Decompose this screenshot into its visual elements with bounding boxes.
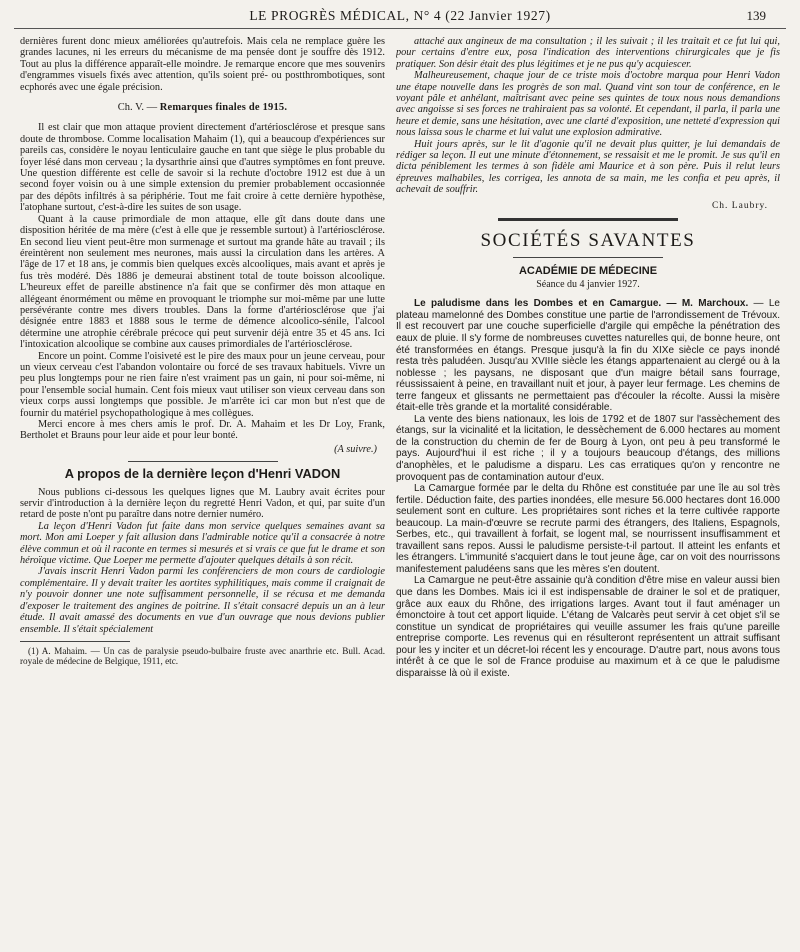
- body-paragraph: La Camargue ne peut-être assainie qu'à condition d'être mise en valeur aussi bien que dans les Dombes. Mais ici il est indispensable de drainer le sol et de pratiquer, grâce aux eaux du Rhône, des irrigations larges. Avant tout il faut aménager un émonctoire à tout cet apport liquide. L'étang de Valcarès peut servir à cet objet s'il se constitue un syndicat de propriétaires qui veuille assumer les frais qu'une pareille entreprise comporte. Les revenus qui en résulteront représentent un attrait suffisant pour les y inciter et un décret-loi récent les y encourage. D'autre part, nous avons tous intérêt à ce que le sol de France produise au maximum et à ce que le paludisme disparaisse là où il existe.: [396, 575, 780, 679]
- intro-paragraph: dernières furent donc mieux améliorées qu'autrefois. Mais cela ne remplace guère les grandes lacunes, ni les erreurs du mécanisme de ma pensée dont je souffre dès 1912. Tout au plus la différence apparaît-elle moindre. Je remarque encore que mes souvenirs d'engrammes visuels fixés avec attention, qu'ils soient pré- ou postthrombotiques, sont ecphorés avec une égale précision.: [20, 36, 385, 93]
- right-column: [396, 36, 780, 944]
- section-title: SOCIÉTÉS SAVANTES: [480, 230, 696, 252]
- body-paragraph: La vente des biens nationaux, les lois de 1792 et de 1807 sur l'assèchement des étangs, sur la vicinalité et la licitation, le dessèchement de 6.000 hectares au moment de la construction du chemin de fer de Bourg à Lyon, ont peu à peu transformé le pays. Aujourd'hui il est riche ; il y a toujours beaucoup d'étangs, des millions d'anophèles, et le paludisme a disparu. Les cas erratiques qu'on y rencontre ne provoquent pas de contamination autour d'eux.: [396, 413, 780, 483]
- body-paragraph: Merci encore à mes chers amis le prof. Dr. A. Mahaim et les Dr Loy, Frank, Bertholet et Brauns pour leur aide et pour leur bonté.: [20, 419, 385, 442]
- italic-paragraph: La leçon d'Henri Vadon fut faite dans mon service quelques semaines avant sa mort. Mon ami Loeper y fait allusion dans l'admirable notice qu'il a consacrée à notre élève commun et où il raconte en termes si mesurés et si vrais ce que fut le drame et son héroïque victime. Que Loeper me permette d'ajouter quelques détails à son récit.: [20, 520, 385, 567]
- section-divider: [513, 257, 663, 258]
- journal-title: LE PROGRÈS MÉDICAL, N° 4 (22 Janvier 1927): [249, 8, 551, 23]
- chapter-prefix: Ch. V. —: [117, 102, 160, 114]
- body-paragraph: Il est clair que mon attaque provient directement d'artériosclérose et presque sans doute de thrombose. Comme localisation Mahaim (1), qui a beaucoup d'expériences sur pareils cas, considère le noyau lenticulaire gauche en tant que siège le plus probable du foyer lésé dans mon cerveau ; la dysarthrie ainsi que d'autres symptômes en font preuve. Une question différente est celle de savoir si la rechute d'octobre 1912 est due à un second foyer voisin ou à une simple extension du premier probablement occasionnée par des dépôts infiltrés à sa périphérie. Tout me fait croire à cette dernière hypothèse, l'atophane surtout, c'est-à-dire les suites de son usage.: [20, 122, 385, 214]
- footnote-rule: [20, 641, 130, 642]
- footnote: (1) A. Mahaim. — Un cas de paralysie pseudo-bulbaire fruste avec anarthrie etc. Bull. Acad. royale de médecine de Belgique, 1911, etc.: [20, 645, 385, 667]
- to-be-continued: (A suivre.): [334, 443, 377, 455]
- italic-paragraph: Huit jours après, sur le lit d'agonie qu'il ne devait plus quitter, je lui demandais de rédiger sa leçon. Il eut une minute d'étonnement, se ressaisit et me le promit. Je sus qu'il en dicta péniblement les termes à son fidèle ami Maurice et à son père. Puis il relut leurs épreuves malhabiles, les corrigea, les annota de sa main, me les confia et peu après, il achevait de souffrir.: [396, 138, 780, 196]
- body-paragraph: La Camargue formée par le delta du Rhône est constituée par une île au sol très fertile. Déduction faite, des parties inondées, elle mesure 56.000 hectares dont 16.000 seulement sont en culture. Les propriétaires sont riches et la terre cultivée rapporte beaucoup. La main-d'œuvre se recrute parmi des étrangers, des Italiens, Espagnols, Serbes, etc., qui travaillent à forfait, se logent mal, se nourrissent insuffisamment et travaillent sans repos. Aussi le paludisme persiste-t-il partout. Il atteint les enfants et les étrangers. L'immunité s'acquiert dans le tout jeune âge, car on voit des nourrissons manifestement paludéens sans que les mères s'en doutent.: [396, 483, 780, 575]
- article-title: A propos de la dernière leçon d'Henri VADON: [64, 466, 341, 482]
- author-signature: Ch. Laubry.: [711, 200, 768, 211]
- italic-paragraph: Malheureusement, chaque jour de ce triste mois d'octobre marqua pour Henri Vadon une étape nouvelle dans les progrès de son mal. Quand vint son tour de conférence, en le voyant pâle et anhélant, maîtrisant avec peine ses quintes de toux nous nous demandions avec angoisse si ses forces ne trahiraient pas sa volonté. Et cependant, il parla, il parla une heure et demie, sans une hésitation, avec une clarté d'exposition, une netteté d'expression qui nous laissa sous le charme et lui valut une explosion admirative.: [396, 70, 780, 139]
- body-paragraph: Quant à la cause primordiale de mon attaque, elle gît dans doute dans une disposition héritée de ma mère (c'est à elle que je ressemble surtout) à l'artériosclérose. En second lieu vient peut-être mon surmenage et surtout ma grande hâte au travail ; ils éreintèrent non seulement mes neurones, mais aussi la circulation dans les artères. A l'âge de 17 et 18 ans, je commis bien quelques excès alcooliques, mais avant et après je fus très modéré. Dès 1886 je demeurai abstinent total de toute boisson alcoolique. L'heureux effet de pareille abstinence n'a fait que se confirmer dès mon attaque en allégeant énormément ou même en provoquant le triomphe sur moi-même par une lutte persévérante contre mes divers troubles. Dans la forme d'artériosclérose que j'ai désignée entre 1883 et 1888 sous le terme de démence alcoolico-sénile, l'alcool détermine une atrophie cérébrale précoce qui peut survenir déjà entre 35 et 45 ans. Ici l'intoxication alcoolique se combine aux causes primordiales de l'artériosclérose.: [20, 213, 385, 351]
- article-intro: Nous publions ci-dessous les quelques lignes que M. Laubry avait écrites pour servir d'introduction à la dernière leçon du regretté Henri Vadon, et qui, par suite d'un retard de poste n'ont pu paraître dans notre dernier numéro.: [20, 486, 385, 521]
- italic-paragraph: attaché aux angineux de ma consultation ; il les suivait ; il les traitait et ce fut lui qui, pour certains d'entre eux, posa l'indication des interventions chirurgicales que je fis pratiquer. Son désir était des plus légitimes et je ne pus qu'y acquiescer.: [396, 36, 780, 70]
- page-number: 139: [746, 8, 766, 23]
- body-paragraph: Encore un point. Comme l'oisiveté est le pire des maux pour un jeune cerveau, pour un vieux cerveau c'est l'abandon volontaire ou forcé de ses travaux habituels. Vivre un peu plus longtemps pour ne rien faire n'est vraiment pas un gain, ni pour soi-même, ni pour l'ensemble social humain. Cent fois mieux vaut utiliser son vieux cerveau dans son vieux corps aussi longtemps que possible. Je m'arrête ici car mon but n'est que de fournir du matériel psychopathologique à mes collègues.: [20, 350, 385, 419]
- chapter-title: Remarques finales de 1915.: [159, 102, 288, 114]
- header-rule: [14, 28, 786, 29]
- paludisme-paragraph: [396, 298, 780, 413]
- paludisme-title: Le paludisme dans les Dombes et en Camargue. — M. Marchoux.: [414, 298, 749, 310]
- italic-paragraph: J'avais inscrit Henri Vadon parmi les conférenciers de mon cours de cardiologie complémentaire. Il y devait traiter les aortites syphilitiques, mais comme il craignait de n'y pouvoir donner une note suffisamment personnelle, il se récusa et me demanda d'exposer le traitement des angines de poitrine. Il s'était consacré depuis un an à leur étude. Il avait amassé des documents en vue d'un ouvrage que nous devions publier ensemble. Il s'était spécialement: [20, 566, 385, 635]
- left-column: [20, 36, 385, 944]
- paludisme-text: — Le plateau mamelonné des Dombes constitue une partie de l'arrondissement de Trévoux. Il est recouvert par une couche superficielle d'argile qui empêche la pénétration des eaux de pluie. Il s'y forme de nombreuses cuvettes naturelles qui, de bonne heure, ont été transformées en étangs. Presque jusqu'à la fin du XIXe siècle ce pays inondé resta très paludéen. Jusqu'au XVIIIe siècle les étangs appartenaient au clergé ou à la noblesse ; les paysans, ne disposant que d'un maigre bétail sans fourrage, réussissaient à peine, en travaillant nuit et jour, à payer leur fermage. Les chemins de terre fangeux et glissants ne permettaient pas d'écouler la récolte. Aussi la misère était-elle très grande et la mortalité considérable.: [396, 298, 780, 414]
- chapter-heading: [20, 102, 385, 113]
- section-divider-bar: [498, 218, 678, 221]
- session-date: Séance du 4 janvier 1927.: [536, 278, 640, 290]
- academy-heading: ACADÉMIE DE MÉDECINE: [518, 264, 658, 277]
- section-divider: [128, 461, 278, 462]
- page-header: [28, 6, 772, 26]
